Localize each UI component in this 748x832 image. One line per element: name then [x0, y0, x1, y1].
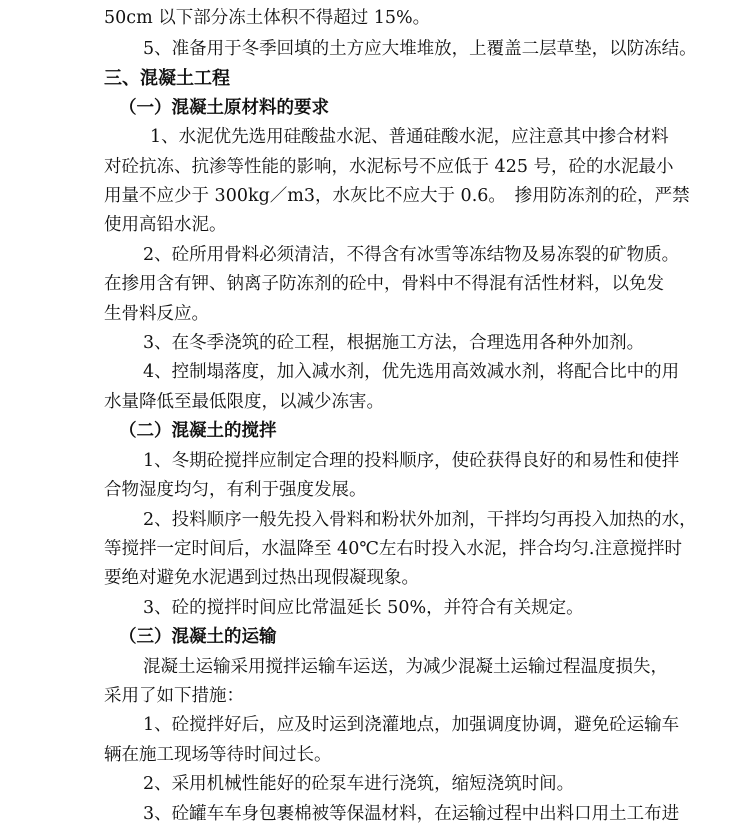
- text-line: 要绝对避免水泥遇到过热出现假凝现象。: [104, 568, 419, 588]
- text-line: 用量不应少于 300kg／m3，水灰比不应大于 0.6。 掺用防冻剂的砼，严禁: [104, 186, 690, 206]
- text-line: 1、冬期砼搅拌应制定合理的投料顺序，使砼获得良好的和易性和使拌: [143, 451, 680, 471]
- subsection-heading: （二）混凝土的搅拌: [119, 421, 277, 441]
- subsection-heading: （三）混凝土的运输: [119, 627, 277, 647]
- text-line: 3、砼的搅拌时间应比常温延长 50%，并符合有关规定。: [143, 598, 584, 618]
- text-line: 在掺用含有钾、钠离子防冻剂的砼中，骨料中不得混有活性材料，以免发: [104, 274, 664, 294]
- text-line: 混凝土运输采用搅拌运输车运送，为减少混凝土运输过程温度损失，: [143, 657, 668, 677]
- text-line: 合物湿度均匀，有利于强度发展。: [104, 480, 367, 500]
- text-line: 3、砼罐车车身包裹棉被等保温材料，在运输过程中出料口用土工布进: [143, 804, 680, 824]
- text-line: 4、控制塌落度，加入减水剂，优先选用高效减水剂，将配合比中的用: [143, 362, 680, 382]
- text-line: 1、砼搅拌好后，应及时运到浇灌地点，加强调度协调，避免砼运输车: [143, 715, 680, 735]
- text-line: 生骨料反应。: [104, 304, 209, 324]
- text-line: 辆在施工现场等待时间过长。: [104, 745, 332, 765]
- text-line: 2、采用机械性能好的砼泵车进行浇筑，缩短浇筑时间。: [143, 774, 575, 794]
- text-line: 5、准备用于冬季回填的土方应大堆堆放，上覆盖二层草垫，以防冻结。: [143, 39, 697, 59]
- text-line: 等搅拌一定时间后，水温降至 40℃左右时投入水泥，拌合均匀.注意搅拌时: [104, 539, 682, 559]
- text-line: 对砼抗冻、抗渗等性能的影响，水泥标号不应低于 425 号，砼的水泥最小: [104, 157, 674, 177]
- text-line: 水量降低至最低限度，以减少冻害。: [104, 392, 384, 412]
- subsection-heading: （一）混凝土原材料的要求: [119, 98, 329, 118]
- text-line: 2、投料顺序一般先投入骨料和粉状外加剂，干拌均匀再投入加热的水，: [143, 510, 697, 530]
- text-line: 采用了如下措施：: [104, 686, 244, 706]
- text-line: 2、砼所用骨料必须清洁，不得含有冰雪等冻结物及易冻裂的矿物质。: [143, 245, 680, 265]
- text-line: 1、水泥优先选用硅酸盐水泥、普通硅酸水泥，应注意其中掺合材料: [150, 127, 669, 147]
- text-line: 3、在冬季浇筑的砼工程，根据施工方法，合理选用各种外加剂。: [143, 333, 645, 353]
- section-heading: 三、混凝土工程: [104, 68, 230, 89]
- text-line: 使用高铅水泥。: [104, 215, 227, 235]
- text-line: 50cm 以下部分冻土体积不得超过 15%。: [104, 8, 431, 28]
